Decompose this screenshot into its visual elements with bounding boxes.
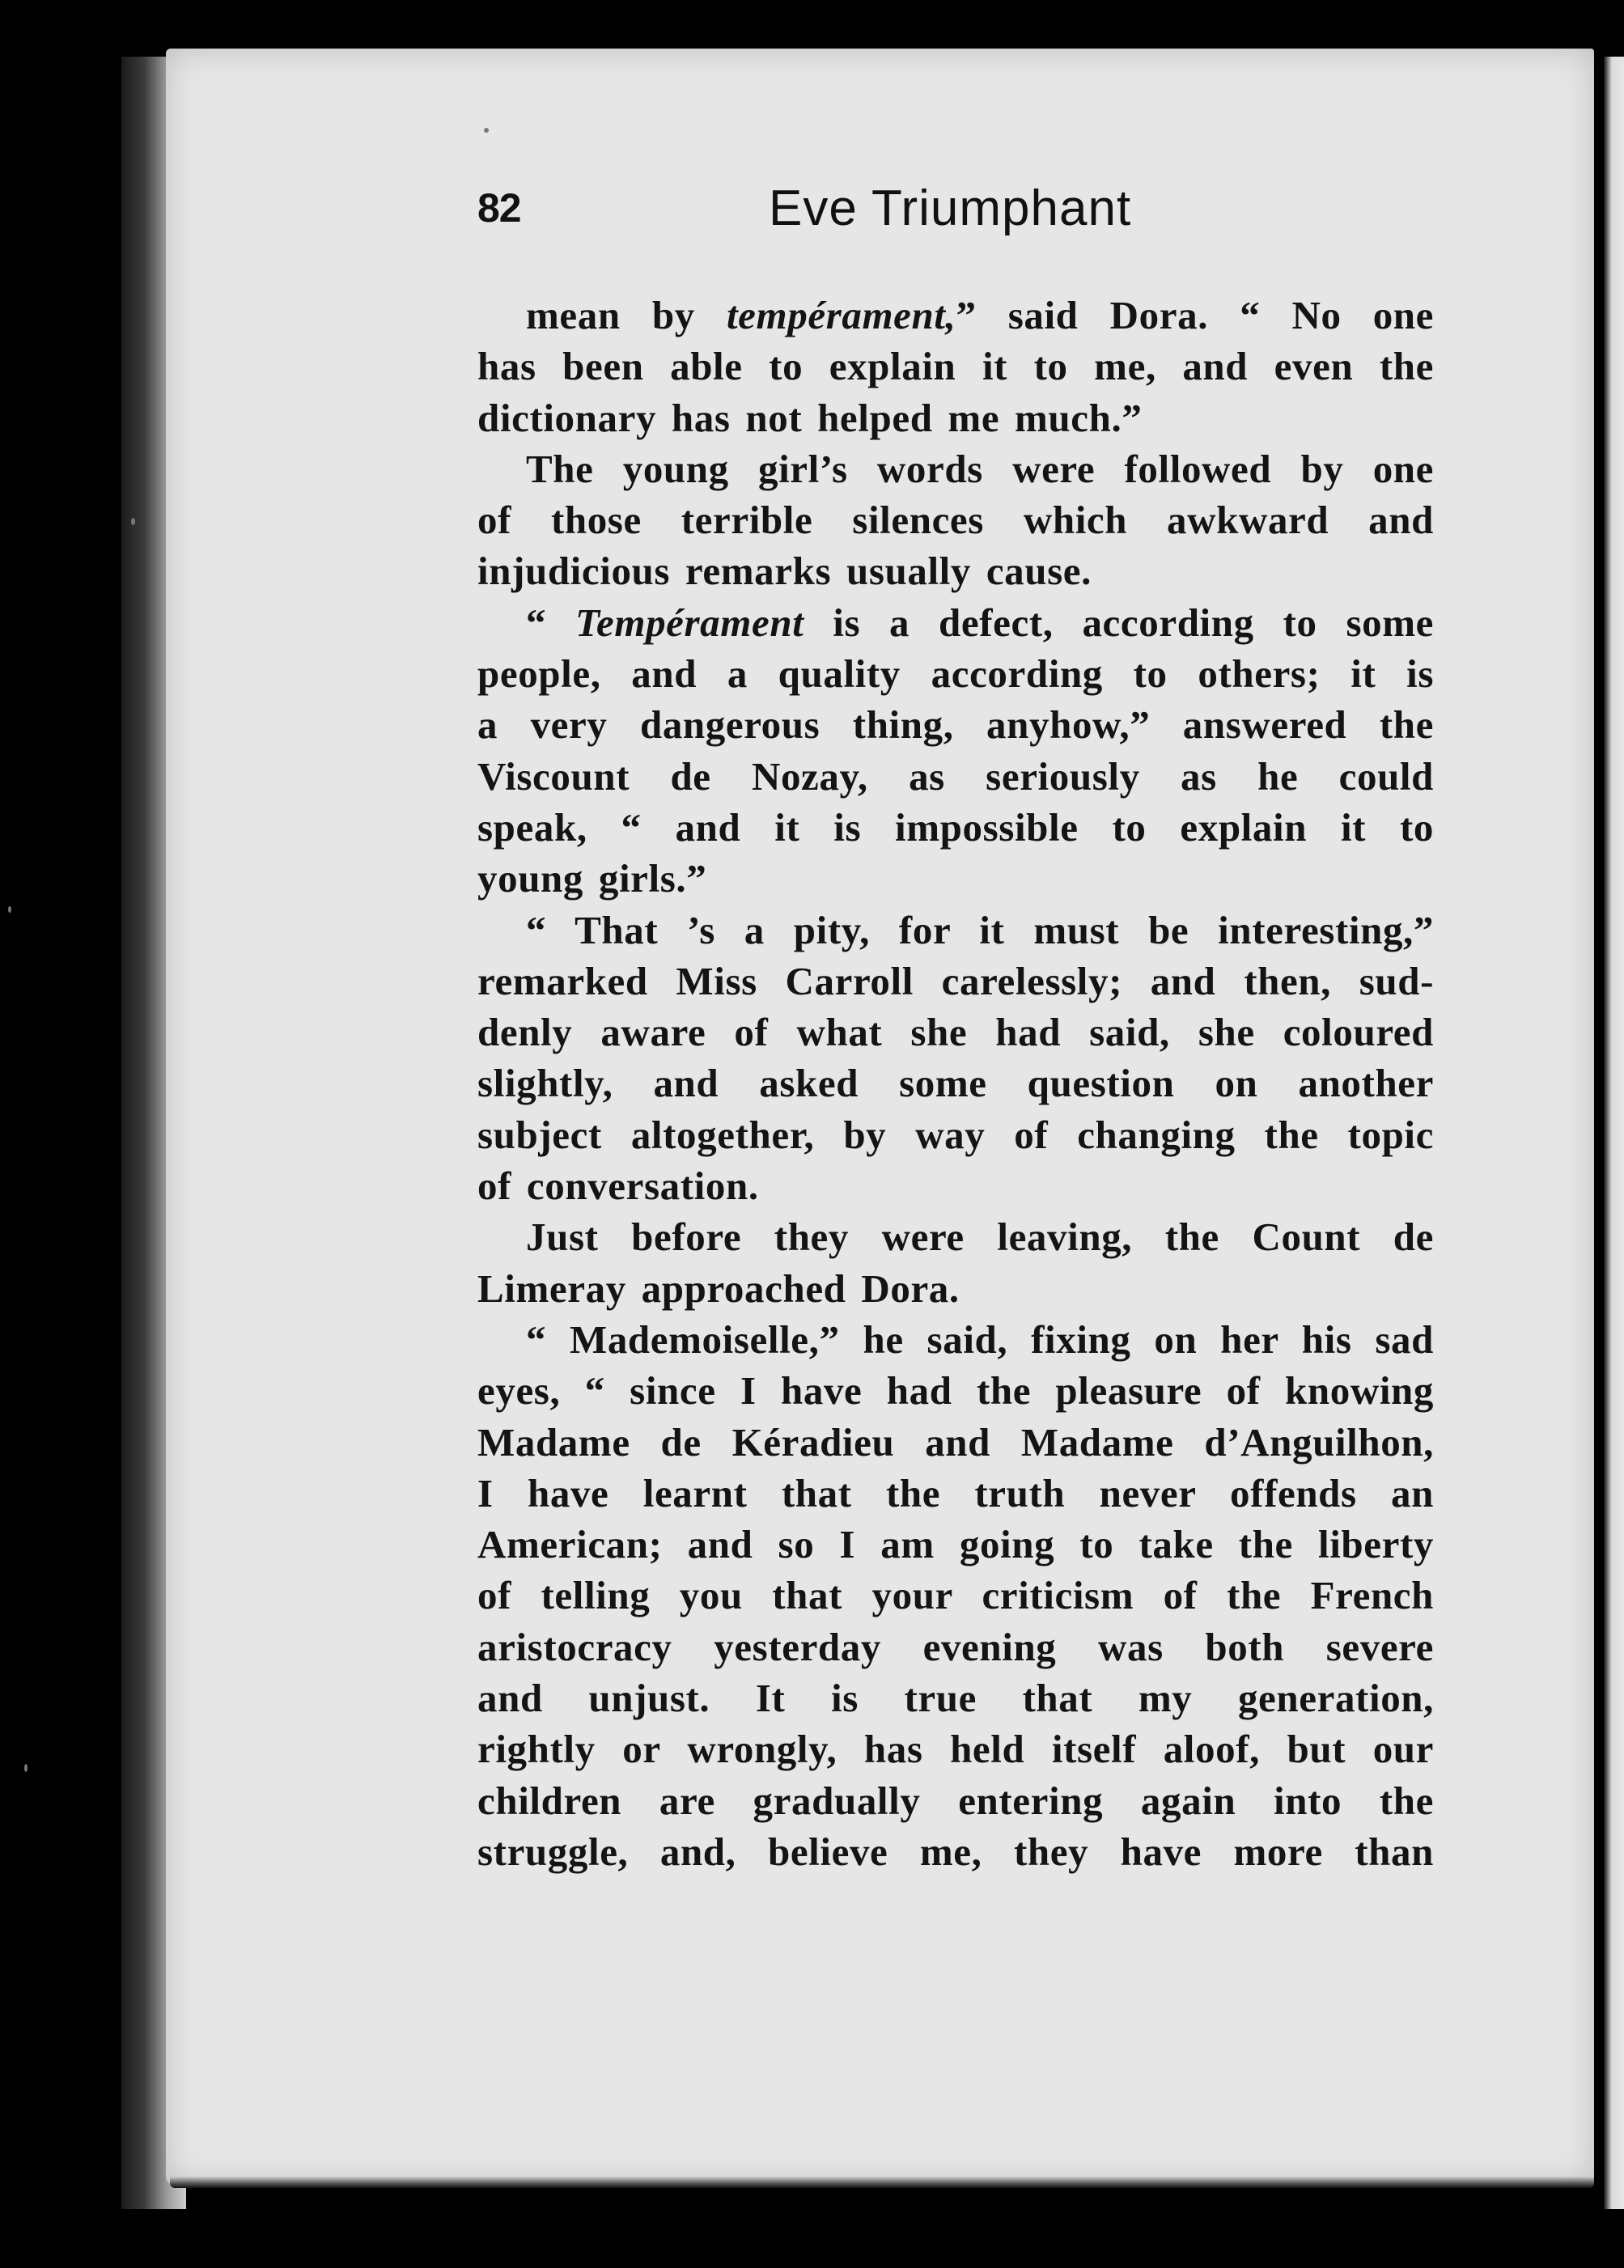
- text-run: denly aware of what she had said, she coloured: [477, 1010, 1434, 1055]
- paragraph: [477, 1314, 1434, 1877]
- text-run: and unjust. It is true that my generation,: [477, 1676, 1434, 1721]
- text-run: speak, “ and it is impossible to explain it to: [477, 804, 1434, 850]
- text-run: rightly or wrongly, has held itself aloof, but our: [477, 1727, 1434, 1772]
- text-line: [477, 699, 1434, 750]
- text-line: [477, 494, 1434, 545]
- text-run: Tempérament: [575, 600, 804, 645]
- page-header: [477, 180, 1448, 249]
- scan-speck: [24, 1764, 28, 1772]
- text-run: dictionary has not helped me much.”: [477, 395, 1143, 440]
- text-run: of telling you that your criticism of the French: [477, 1573, 1434, 1618]
- text-line: [477, 1826, 1434, 1877]
- text-run: Just before they were leaving, the Count de: [526, 1215, 1434, 1260]
- text-run: I have learnt that the truth never offends an: [477, 1470, 1434, 1516]
- text-run: children are gradually entering again into the: [477, 1778, 1434, 1823]
- paragraph: [477, 597, 1434, 905]
- running-title: Eve Triumphant: [769, 180, 1132, 236]
- text-run: eyes, “ since I have had the pleasure of knowing: [477, 1368, 1434, 1414]
- text-line: [477, 1109, 1434, 1160]
- text-run: injudicious remarks usually cause.: [477, 549, 1092, 594]
- text-run: The young girl’s words were followed by one: [526, 446, 1434, 491]
- text-run: has been able to explain it to me, and even the: [477, 344, 1434, 389]
- text-line: [477, 1417, 1434, 1468]
- text-line: [477, 392, 1434, 443]
- text-run: mean by: [526, 293, 727, 337]
- text-line: [477, 956, 1434, 1007]
- text-line: [477, 1622, 1434, 1672]
- paragraph: [477, 290, 1434, 443]
- text-line: [477, 1775, 1434, 1826]
- text-line: [477, 1672, 1434, 1723]
- text-line: [477, 648, 1434, 699]
- scan-speck: [8, 906, 11, 913]
- text-run: “: [526, 600, 575, 645]
- body-text: [477, 290, 1434, 1877]
- text-line: [477, 751, 1434, 802]
- text-run: of those terrible silences which awkward and: [477, 498, 1434, 543]
- page-bottom-edge: [170, 2177, 1594, 2188]
- text-line: [477, 1211, 1434, 1262]
- paragraph: [477, 443, 1434, 597]
- text-line: [477, 1160, 1434, 1211]
- text-run: Viscount de Nozay, as seriously as he could: [477, 753, 1434, 799]
- text-run: of conversation.: [477, 1164, 759, 1209]
- text-line: [477, 341, 1434, 392]
- scan-speck: [484, 128, 489, 133]
- paragraph: [477, 905, 1434, 1212]
- text-line: [477, 1058, 1434, 1109]
- text-run: “ Mademoiselle,” he said, fixing on her his sad: [526, 1316, 1434, 1362]
- text-run: Madame de Kéradieu and Madame d’Anguilhon,: [477, 1419, 1434, 1465]
- text-run: subject altogether, by way of changing the topic: [477, 1112, 1434, 1157]
- paragraph: [477, 1211, 1434, 1314]
- text-line: [477, 1468, 1434, 1519]
- text-line: [477, 1519, 1434, 1570]
- text-run: slightly, and asked some question on another: [477, 1061, 1434, 1106]
- text-run: struggle, and, believe me, they have more than: [477, 1829, 1434, 1874]
- text-line: [477, 443, 1434, 494]
- text-line: [477, 1723, 1434, 1774]
- text-run: tempérament,: [726, 293, 956, 337]
- facing-page-edge: [1604, 57, 1624, 2209]
- text-run: aristocracy yesterday evening was both severe: [477, 1624, 1434, 1669]
- text-line: [477, 802, 1434, 853]
- text-line: [477, 1365, 1434, 1416]
- text-line: [477, 545, 1434, 596]
- scan-speck: [131, 518, 135, 525]
- text-run: ” said Dora. “ No one: [956, 293, 1434, 337]
- text-run: remarked Miss Carroll carelessly; and then, sud-: [477, 958, 1434, 1003]
- text-run: young girls.”: [477, 856, 707, 901]
- text-run: people, and a quality according to others; it is: [477, 651, 1434, 697]
- text-line: [477, 1263, 1434, 1314]
- text-line: [477, 853, 1434, 904]
- text-run: American; and so I am going to take the liberty: [477, 1522, 1434, 1567]
- text-run: “ That ’s a pity, for it must be interesting,”: [526, 907, 1434, 952]
- text-line: [477, 290, 1434, 341]
- text-line: [477, 597, 1434, 648]
- text-run: Limeray approached Dora.: [477, 1265, 960, 1311]
- text-run: a very dangerous thing, anyhow,” answered the: [477, 702, 1434, 748]
- text-line: [477, 1007, 1434, 1058]
- text-run: is a defect, according to some: [804, 600, 1434, 645]
- text-line: [477, 1570, 1434, 1621]
- page-number: 82: [477, 185, 521, 231]
- text-line: [477, 1314, 1434, 1365]
- text-line: [477, 905, 1434, 956]
